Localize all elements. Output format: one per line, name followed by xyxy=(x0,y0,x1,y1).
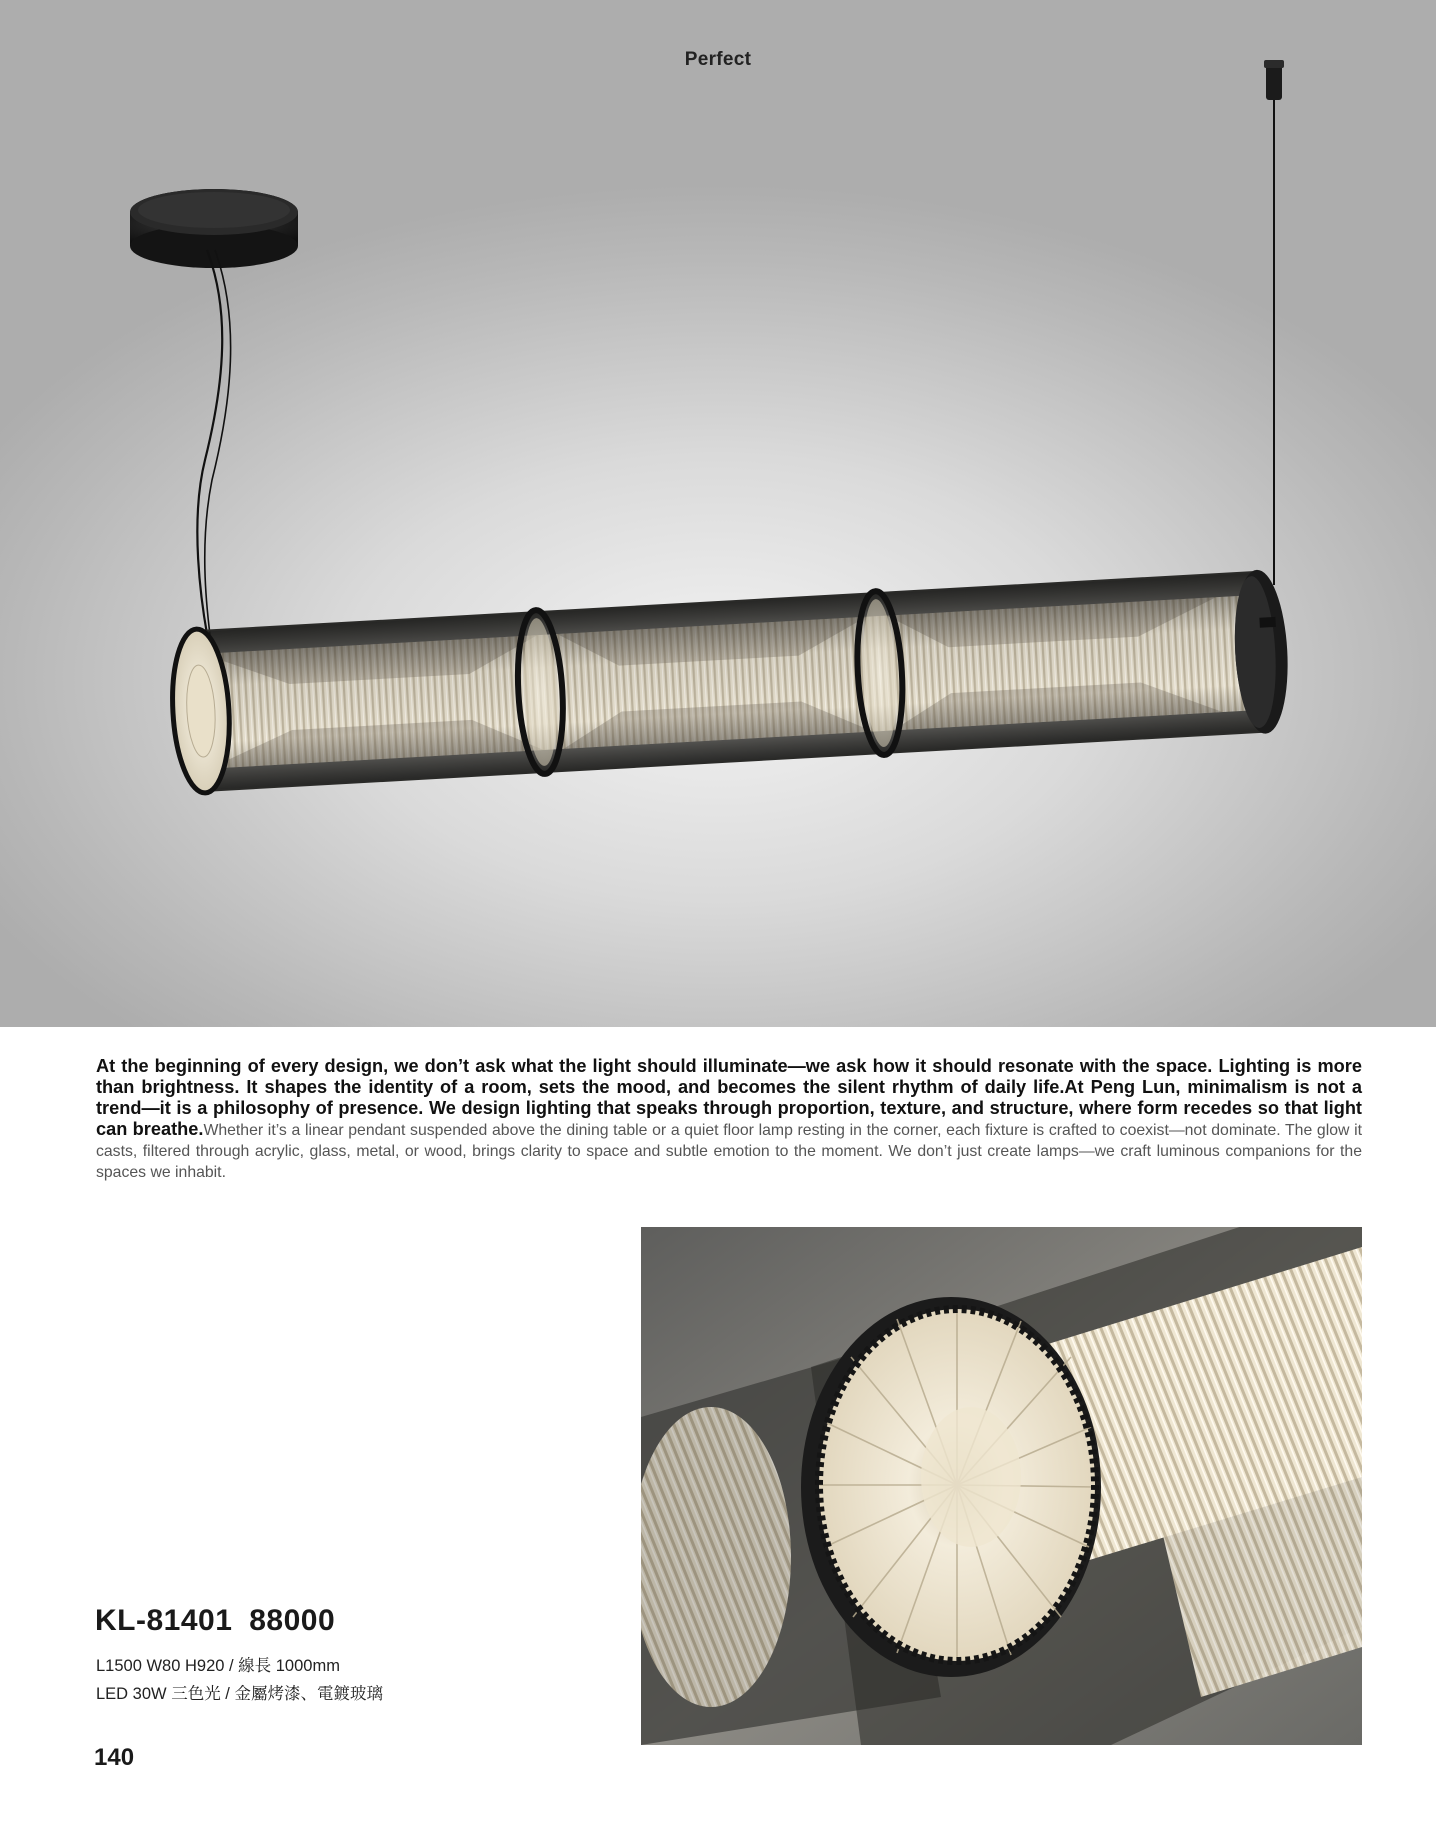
series-title: Perfect xyxy=(684,49,752,70)
intro-emphasis-text: At the beginning of every design, we don’t ask what the light should illuminate—we ask how it should resonate with the space. Lighting is more than brightness. It shapes the identity of a room, sets the mood, and becomes the silent rhythm of daily life.At Peng Lun, minimalism is not a trend—it is a philosophy of presence. We design lighting that speaks through proportion, texture, and structure, where form recedes so that light can breathe. xyxy=(96,1056,1362,1139)
spec-light-materials: LED 30W 三色光 / 金屬烤漆、電鍍玻璃 xyxy=(96,1685,383,1703)
spec-dimensions: L1500 W80 H920 / 線長 1000mm xyxy=(96,1657,340,1675)
pleated-shade-closeup xyxy=(641,1227,1362,1745)
intro-body-text: Whether it’s a linear pendant suspended above the dining table or a quiet floor lamp resting in the corner, each fixture is crafted to coexist—not dominate. The glow it casts, filtered through acrylic, glass, metal, or wood, brings clarity to space and subtle emotion to the moment. We don’t just create lamps—we craft luminous companions for the spaces we inhabit. xyxy=(96,1122,1362,1181)
intro-paragraph xyxy=(96,1056,1362,1183)
product-code: KL-81401 88000 xyxy=(95,1604,336,1637)
page-number: 140 xyxy=(94,1744,135,1771)
detail-photo xyxy=(641,1227,1362,1745)
